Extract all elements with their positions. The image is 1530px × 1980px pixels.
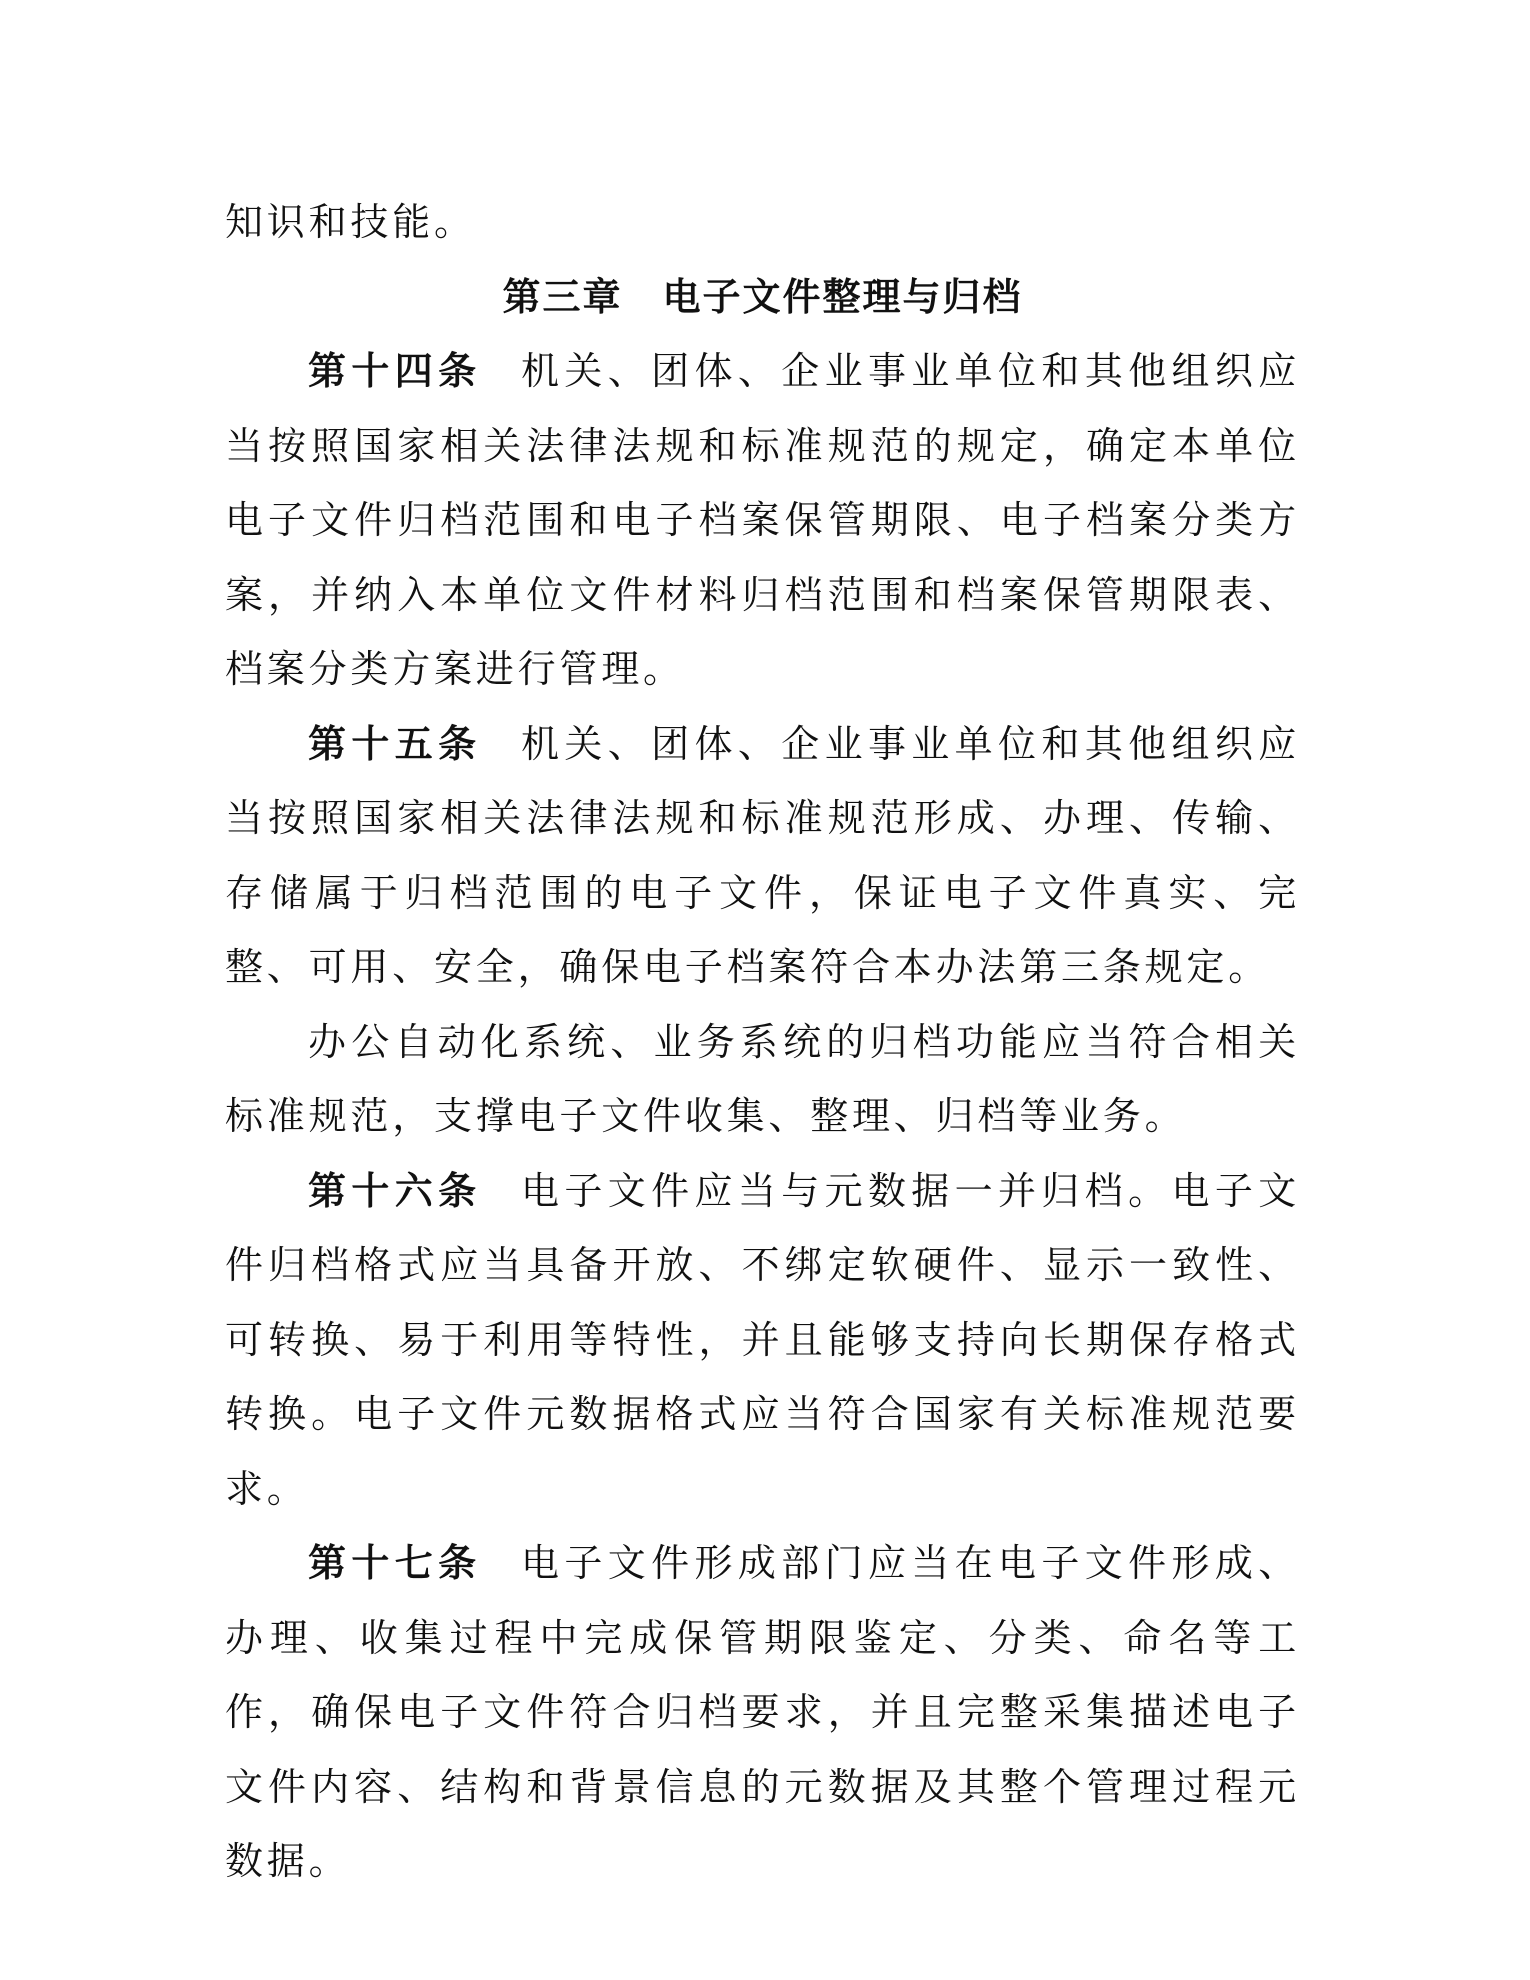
article-text: 机关、团体、企业事业单位和其他组织应当按照国家相关法律法规和标准规范的规定，确定本单位电子文件归档范围和电子档案保管期限、电子档案分类方案，并纳入本单位文件材料归档范围和档案保管期限表、档案分类方案进行管理。 [225,349,1301,691]
chapter-title: 电子文件整理与归档 [662,273,1023,319]
article-15-paragraph-2 [225,1005,1300,1154]
lead-paragraph: 知识和技能。 [225,200,476,244]
article-17 [225,1526,1300,1899]
article-text: 电子文件形成部门应当在电子文件形成、办理、收集过程中完成保管期限鉴定、分类、命名等工作，确保电子文件符合归档要求，并且完整采集描述电子文件内容、结构和背景信息的元数据及其整个管理过程元数据。 [225,1541,1301,1883]
chapter-heading [225,260,1300,335]
article-text: 机关、团体、企业事业单位和其他组织应当按照国家相关法律法规和标准规范形成、办理、传输、存储属于归档范围的电子文件，保证电子文件真实、完整、可用、安全，确保电子档案符合本办法第三条规定。 [225,721,1301,989]
article-number: 第十四条 [308,349,482,393]
article-16 [225,1154,1300,1527]
article-number: 第十五条 [308,721,482,766]
document-body [225,185,1300,1899]
article-text: 办公自动化系统、业务系统的归档功能应当符合相关标准规范，支撑电子文件收集、整理、归档等业务。 [225,1019,1300,1138]
article-15 [225,707,1300,1005]
article-number: 第十六条 [308,1168,482,1213]
article-number: 第十七条 [308,1541,482,1585]
chapter-number: 第三章 [502,273,623,319]
article-14 [225,334,1300,707]
article-text: 电子文件应当与元数据一并归档。电子文件归档格式应当具备开放、不绑定软硬件、显示一致性、可转换、易于利用等特性，并且能够支持向长期保存格式转换。电子文件元数据格式应当符合国家有关标准规范要求。 [225,1168,1301,1511]
